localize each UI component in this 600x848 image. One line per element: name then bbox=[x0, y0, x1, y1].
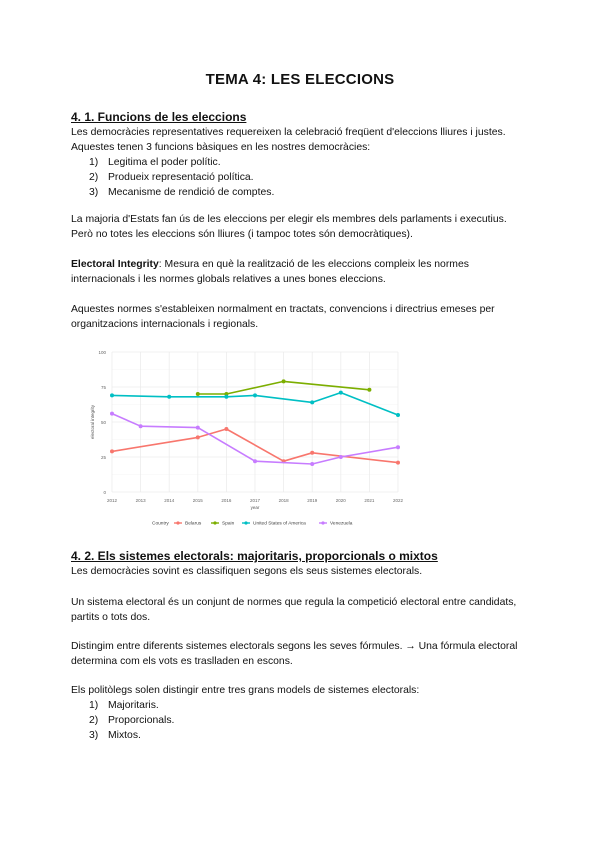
legend-entry: Spain bbox=[222, 521, 235, 527]
list-item: 3) Mecanisme de rendició de comptes. bbox=[89, 187, 275, 198]
data-point bbox=[196, 426, 200, 430]
legend-key-point bbox=[213, 521, 216, 524]
x-tick-label: 2022 bbox=[392, 498, 404, 503]
section-1-intro: Les democràcies representatives requereixen la celebració freqüent d'eleccions lliures i justes. Aquestes tenen 3 funcions bàsiques en les nostres democràcies: bbox=[71, 127, 506, 153]
section-2-heading: 4. 2. Els sistemes electorals: majoritaris, proporcionals o mixtos bbox=[71, 549, 438, 563]
legend-key-point bbox=[244, 521, 247, 524]
data-point bbox=[396, 413, 400, 417]
list-item: 3) Mixtos. bbox=[89, 730, 141, 741]
electoral-integrity-term: Electoral Integrity bbox=[71, 259, 159, 270]
data-point bbox=[139, 424, 143, 428]
data-point bbox=[339, 391, 343, 395]
y-tick-label: 100 bbox=[98, 350, 106, 355]
paragraph-norms: Aquestes normes s'estableixen normalment en tractats, convencions i directrius emeses per organitzacions internacionals i regionals. bbox=[71, 304, 495, 330]
list-item: 2) Produeix representació política. bbox=[89, 172, 254, 183]
document-title: TEMA 4: LES ELECCIONS bbox=[205, 71, 395, 88]
x-tick-label: 2020 bbox=[335, 498, 346, 503]
models-list bbox=[71, 698, 531, 743]
data-point bbox=[253, 393, 257, 397]
section-2-intro: Les democràcies sovint es classifiquen segons els seus sistemes electorals. bbox=[71, 566, 423, 577]
legend-title: Country bbox=[152, 521, 169, 527]
data-point bbox=[110, 412, 114, 416]
data-point bbox=[339, 455, 343, 459]
x-tick-label: 2018 bbox=[278, 498, 289, 503]
data-point bbox=[110, 449, 114, 453]
data-point bbox=[310, 451, 314, 455]
electoral-integrity-definition: : Mesura en què la realització de les eleccions compleix les normes internacionals i les normes globals relatives a unes bones eleccions. bbox=[71, 259, 469, 285]
section-1 bbox=[71, 109, 531, 200]
list-item: 1) Legitima el poder polític. bbox=[89, 157, 221, 168]
y-tick-label: 75 bbox=[100, 385, 106, 390]
y-tick-label: 50 bbox=[100, 420, 106, 425]
x-tick-label: 2012 bbox=[106, 498, 118, 503]
paragraph-electoral-integrity bbox=[71, 257, 531, 287]
data-point bbox=[310, 462, 314, 466]
data-point bbox=[253, 459, 257, 463]
functions-list bbox=[71, 155, 531, 200]
data-point bbox=[282, 379, 286, 383]
x-tick-label: 2017 bbox=[249, 498, 261, 503]
x-tick-label: 2013 bbox=[135, 498, 146, 503]
paragraph-models: Els politòlegs solen distingir entre tres grans models de sistemes electorals: 1) Majoritaris. 2) Proporcionals. 3) Mixtos. bbox=[71, 683, 531, 743]
paragraph-elections-use: La majoria d'Estats fan ús de les eleccions per elegir els membres dels parlaments i executius. Però no totes les eleccions són lliures (i tampoc totes són democràtiques). bbox=[71, 214, 507, 240]
paragraph-electoral-formula: Distingim entre diferents sistemes electorals segons les seves fórmules. → Una fórmula electoral determina com els vots es traslladen en escons. bbox=[71, 641, 518, 667]
y-tick-label: 0 bbox=[103, 490, 106, 495]
legend-key-point bbox=[176, 521, 179, 524]
x-axis-label: year bbox=[250, 505, 260, 510]
legend-entry: Venezuela bbox=[330, 521, 353, 527]
x-tick-label: 2016 bbox=[221, 498, 232, 503]
data-point bbox=[196, 435, 200, 439]
data-point bbox=[310, 400, 314, 404]
list-item: 1) Majoritaris. bbox=[89, 700, 159, 711]
legend-entry: Belarus bbox=[185, 521, 202, 527]
y-tick-label: 25 bbox=[100, 455, 106, 460]
section-1-heading: 4. 1. Funcions de les eleccions bbox=[71, 110, 247, 124]
data-point bbox=[167, 395, 171, 399]
data-point bbox=[367, 388, 371, 392]
legend-key-point bbox=[321, 521, 324, 524]
x-tick-label: 2019 bbox=[307, 498, 318, 503]
data-point bbox=[110, 393, 114, 397]
data-point bbox=[396, 445, 400, 449]
y-axis-label: electoral integrity bbox=[90, 404, 95, 440]
section-2 bbox=[71, 548, 531, 579]
data-point bbox=[196, 392, 200, 396]
paragraph-electoral-system: Un sistema electoral és un conjunt de normes que regula la competició electoral entre candidats, partits o tots dos. bbox=[71, 597, 517, 623]
data-point bbox=[396, 461, 400, 465]
list-item: 2) Proporcionals. bbox=[89, 715, 175, 726]
legend-entry: United States of America bbox=[253, 521, 306, 527]
x-tick-label: 2015 bbox=[192, 498, 203, 503]
x-tick-label: 2021 bbox=[364, 498, 375, 503]
x-tick-label: 2014 bbox=[164, 498, 175, 503]
data-point bbox=[224, 427, 228, 431]
data-point bbox=[224, 395, 228, 399]
electoral-integrity-chart bbox=[80, 344, 410, 534]
